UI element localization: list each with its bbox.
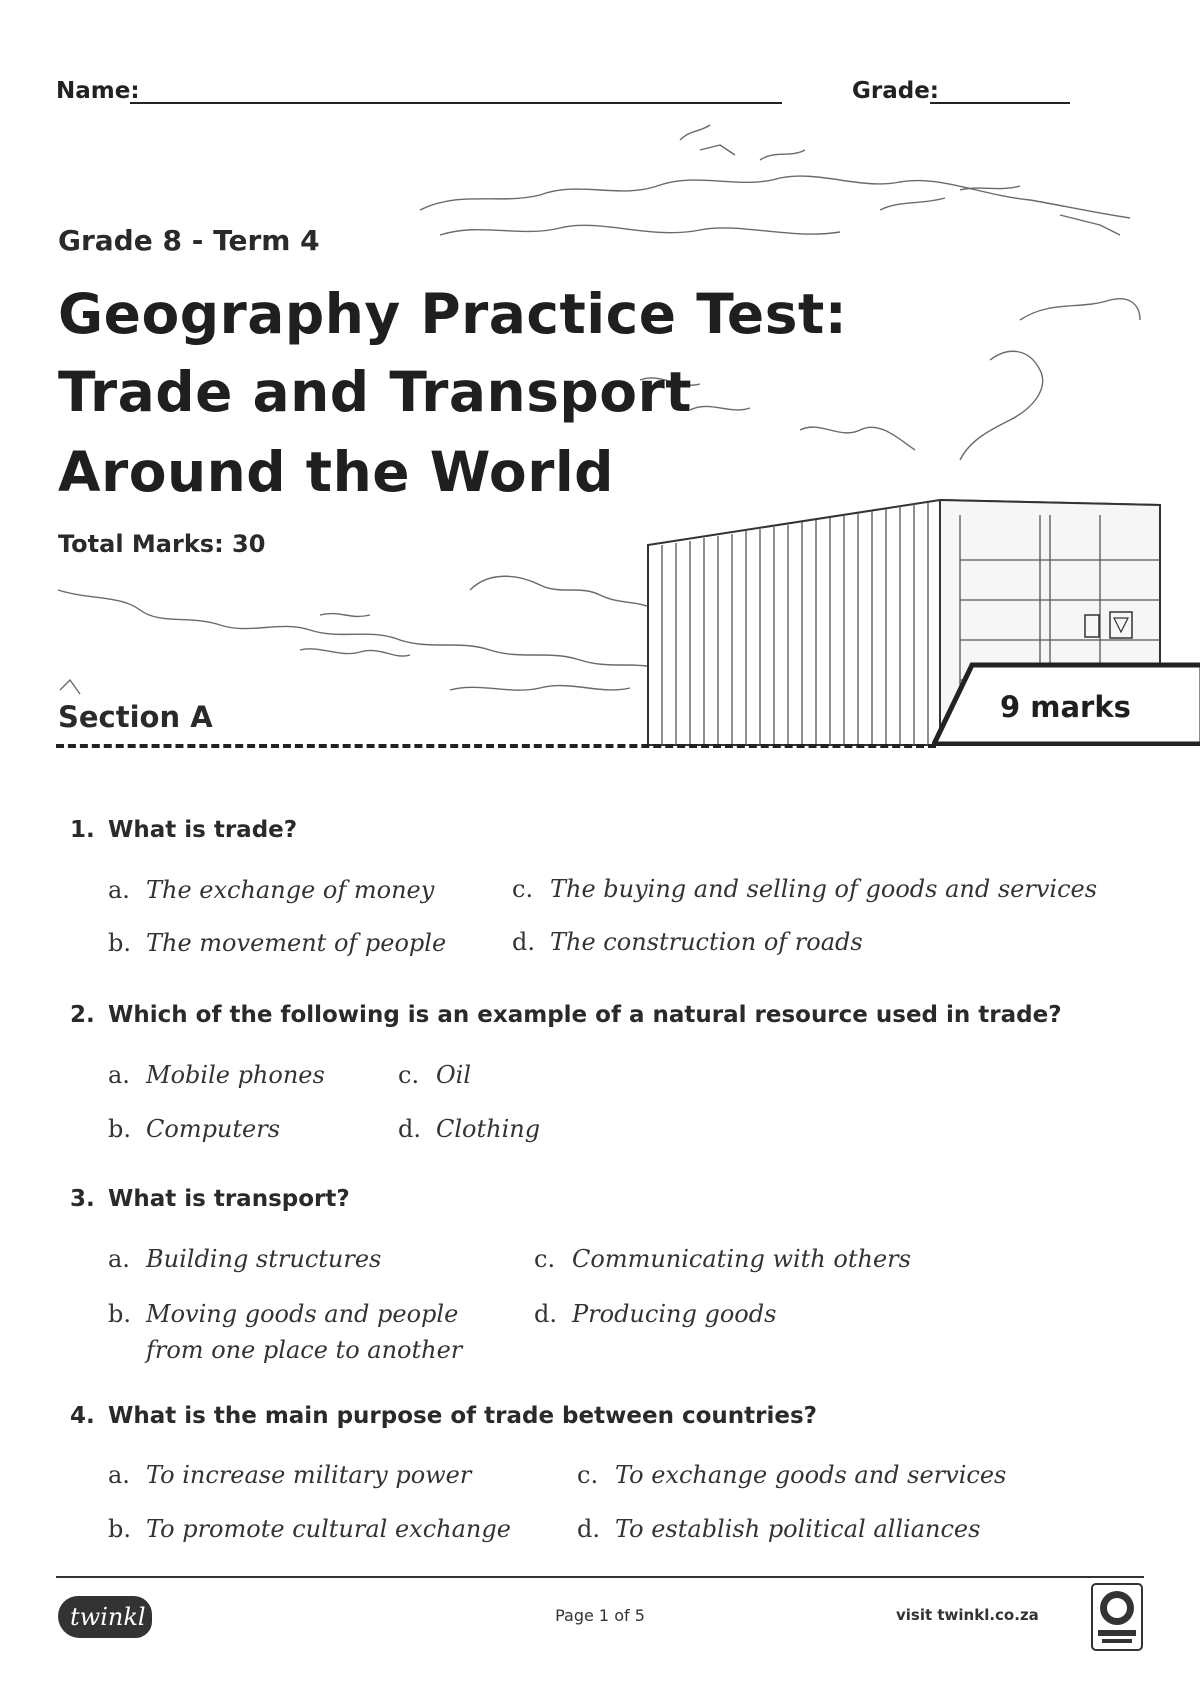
- title-line-3: Around the World: [58, 440, 615, 504]
- question-number: 4.: [70, 1403, 95, 1429]
- option-4c[interactable]: [577, 1461, 1006, 1489]
- grade-line[interactable]: [930, 102, 1070, 104]
- twinkl-logo[interactable]: [58, 1596, 152, 1638]
- section-title: Section A: [58, 700, 213, 734]
- option-letter: b.: [108, 1515, 131, 1543]
- option-letter: c.: [512, 875, 534, 903]
- option-text: Computers: [146, 1115, 281, 1143]
- option-3d[interactable]: [534, 1300, 776, 1328]
- option-text: To increase military power: [146, 1461, 472, 1489]
- page-number: Page 1 of 5: [555, 1606, 645, 1625]
- option-text: To establish political alliances: [615, 1515, 981, 1543]
- option-1b[interactable]: [108, 929, 446, 957]
- option-letter: a.: [108, 1461, 130, 1489]
- option-text: Communicating with others: [572, 1245, 911, 1273]
- option-text: Producing goods: [572, 1300, 777, 1328]
- option-2b[interactable]: [108, 1115, 280, 1143]
- option-1a[interactable]: [108, 876, 434, 904]
- option-4b[interactable]: [108, 1515, 511, 1543]
- name-label: Name:: [56, 78, 140, 104]
- option-text: Clothing: [436, 1115, 541, 1143]
- option-text: Mobile phones: [146, 1061, 325, 1089]
- option-letter: b.: [108, 1300, 131, 1328]
- option-letter: a.: [108, 876, 130, 904]
- footer-divider: [56, 1576, 1144, 1578]
- option-text: from one place to another: [146, 1336, 463, 1364]
- question-number: 2.: [70, 1002, 95, 1028]
- question-3: [70, 1186, 350, 1212]
- question-number: 3.: [70, 1186, 95, 1212]
- option-letter: d.: [512, 928, 535, 956]
- option-letter: a.: [108, 1245, 130, 1273]
- option-text: The construction of roads: [550, 928, 863, 956]
- option-text: To promote cultural exchange: [146, 1515, 511, 1543]
- question-1: [70, 817, 297, 843]
- option-text: The movement of people: [146, 929, 447, 957]
- question-2: [70, 1002, 1062, 1028]
- option-letter: c.: [534, 1245, 556, 1273]
- question-text: What is transport?: [108, 1186, 350, 1212]
- option-letter: c.: [398, 1061, 420, 1089]
- option-text: Building structures: [146, 1245, 382, 1273]
- option-4d[interactable]: [577, 1515, 980, 1543]
- question-number: 1.: [70, 817, 95, 843]
- question-4: [70, 1403, 817, 1429]
- option-3a[interactable]: [108, 1245, 381, 1273]
- question-text: Which of the following is an example of a natural resource used in trade?: [108, 1002, 1062, 1028]
- question-text: What is the main purpose of trade between countries?: [108, 1403, 817, 1429]
- option-3c[interactable]: [534, 1245, 911, 1273]
- quality-badge-icon: [1090, 1582, 1144, 1652]
- option-2a[interactable]: [108, 1061, 325, 1089]
- option-text: The buying and selling of goods and services: [550, 875, 1098, 903]
- option-letter: a.: [108, 1061, 130, 1089]
- option-1d[interactable]: [512, 928, 863, 956]
- question-text: What is trade?: [108, 817, 298, 843]
- option-letter: d.: [398, 1115, 421, 1143]
- grade-label: Grade:: [852, 78, 940, 104]
- title-line-1: Geography Practice Test:: [58, 282, 848, 346]
- name-line[interactable]: [130, 102, 782, 104]
- total-marks: Total Marks: 30: [58, 530, 266, 558]
- option-letter: d.: [534, 1300, 557, 1328]
- option-letter: b.: [108, 929, 131, 957]
- option-text: Oil: [436, 1061, 472, 1089]
- option-1c[interactable]: [512, 875, 1097, 903]
- option-2c[interactable]: [398, 1061, 471, 1089]
- logo-text: twinkl: [70, 1603, 146, 1631]
- option-3b-continued[interactable]: [146, 1336, 462, 1364]
- title-line-2: Trade and Transport: [58, 360, 692, 424]
- option-letter: d.: [577, 1515, 600, 1543]
- option-text: The exchange of money: [146, 876, 435, 904]
- grade-term: Grade 8 - Term 4: [58, 224, 320, 257]
- option-text: Moving goods and people: [146, 1300, 459, 1328]
- option-2d[interactable]: [398, 1115, 540, 1143]
- option-letter: b.: [108, 1115, 131, 1143]
- section-divider: [56, 744, 936, 748]
- option-text: To exchange goods and services: [615, 1461, 1007, 1489]
- section-marks: 9 marks: [1000, 690, 1131, 724]
- option-letter: c.: [577, 1461, 599, 1489]
- option-3b[interactable]: [108, 1300, 458, 1328]
- option-4a[interactable]: [108, 1461, 471, 1489]
- visit-link[interactable]: visit twinkl.co.za: [896, 1606, 1039, 1624]
